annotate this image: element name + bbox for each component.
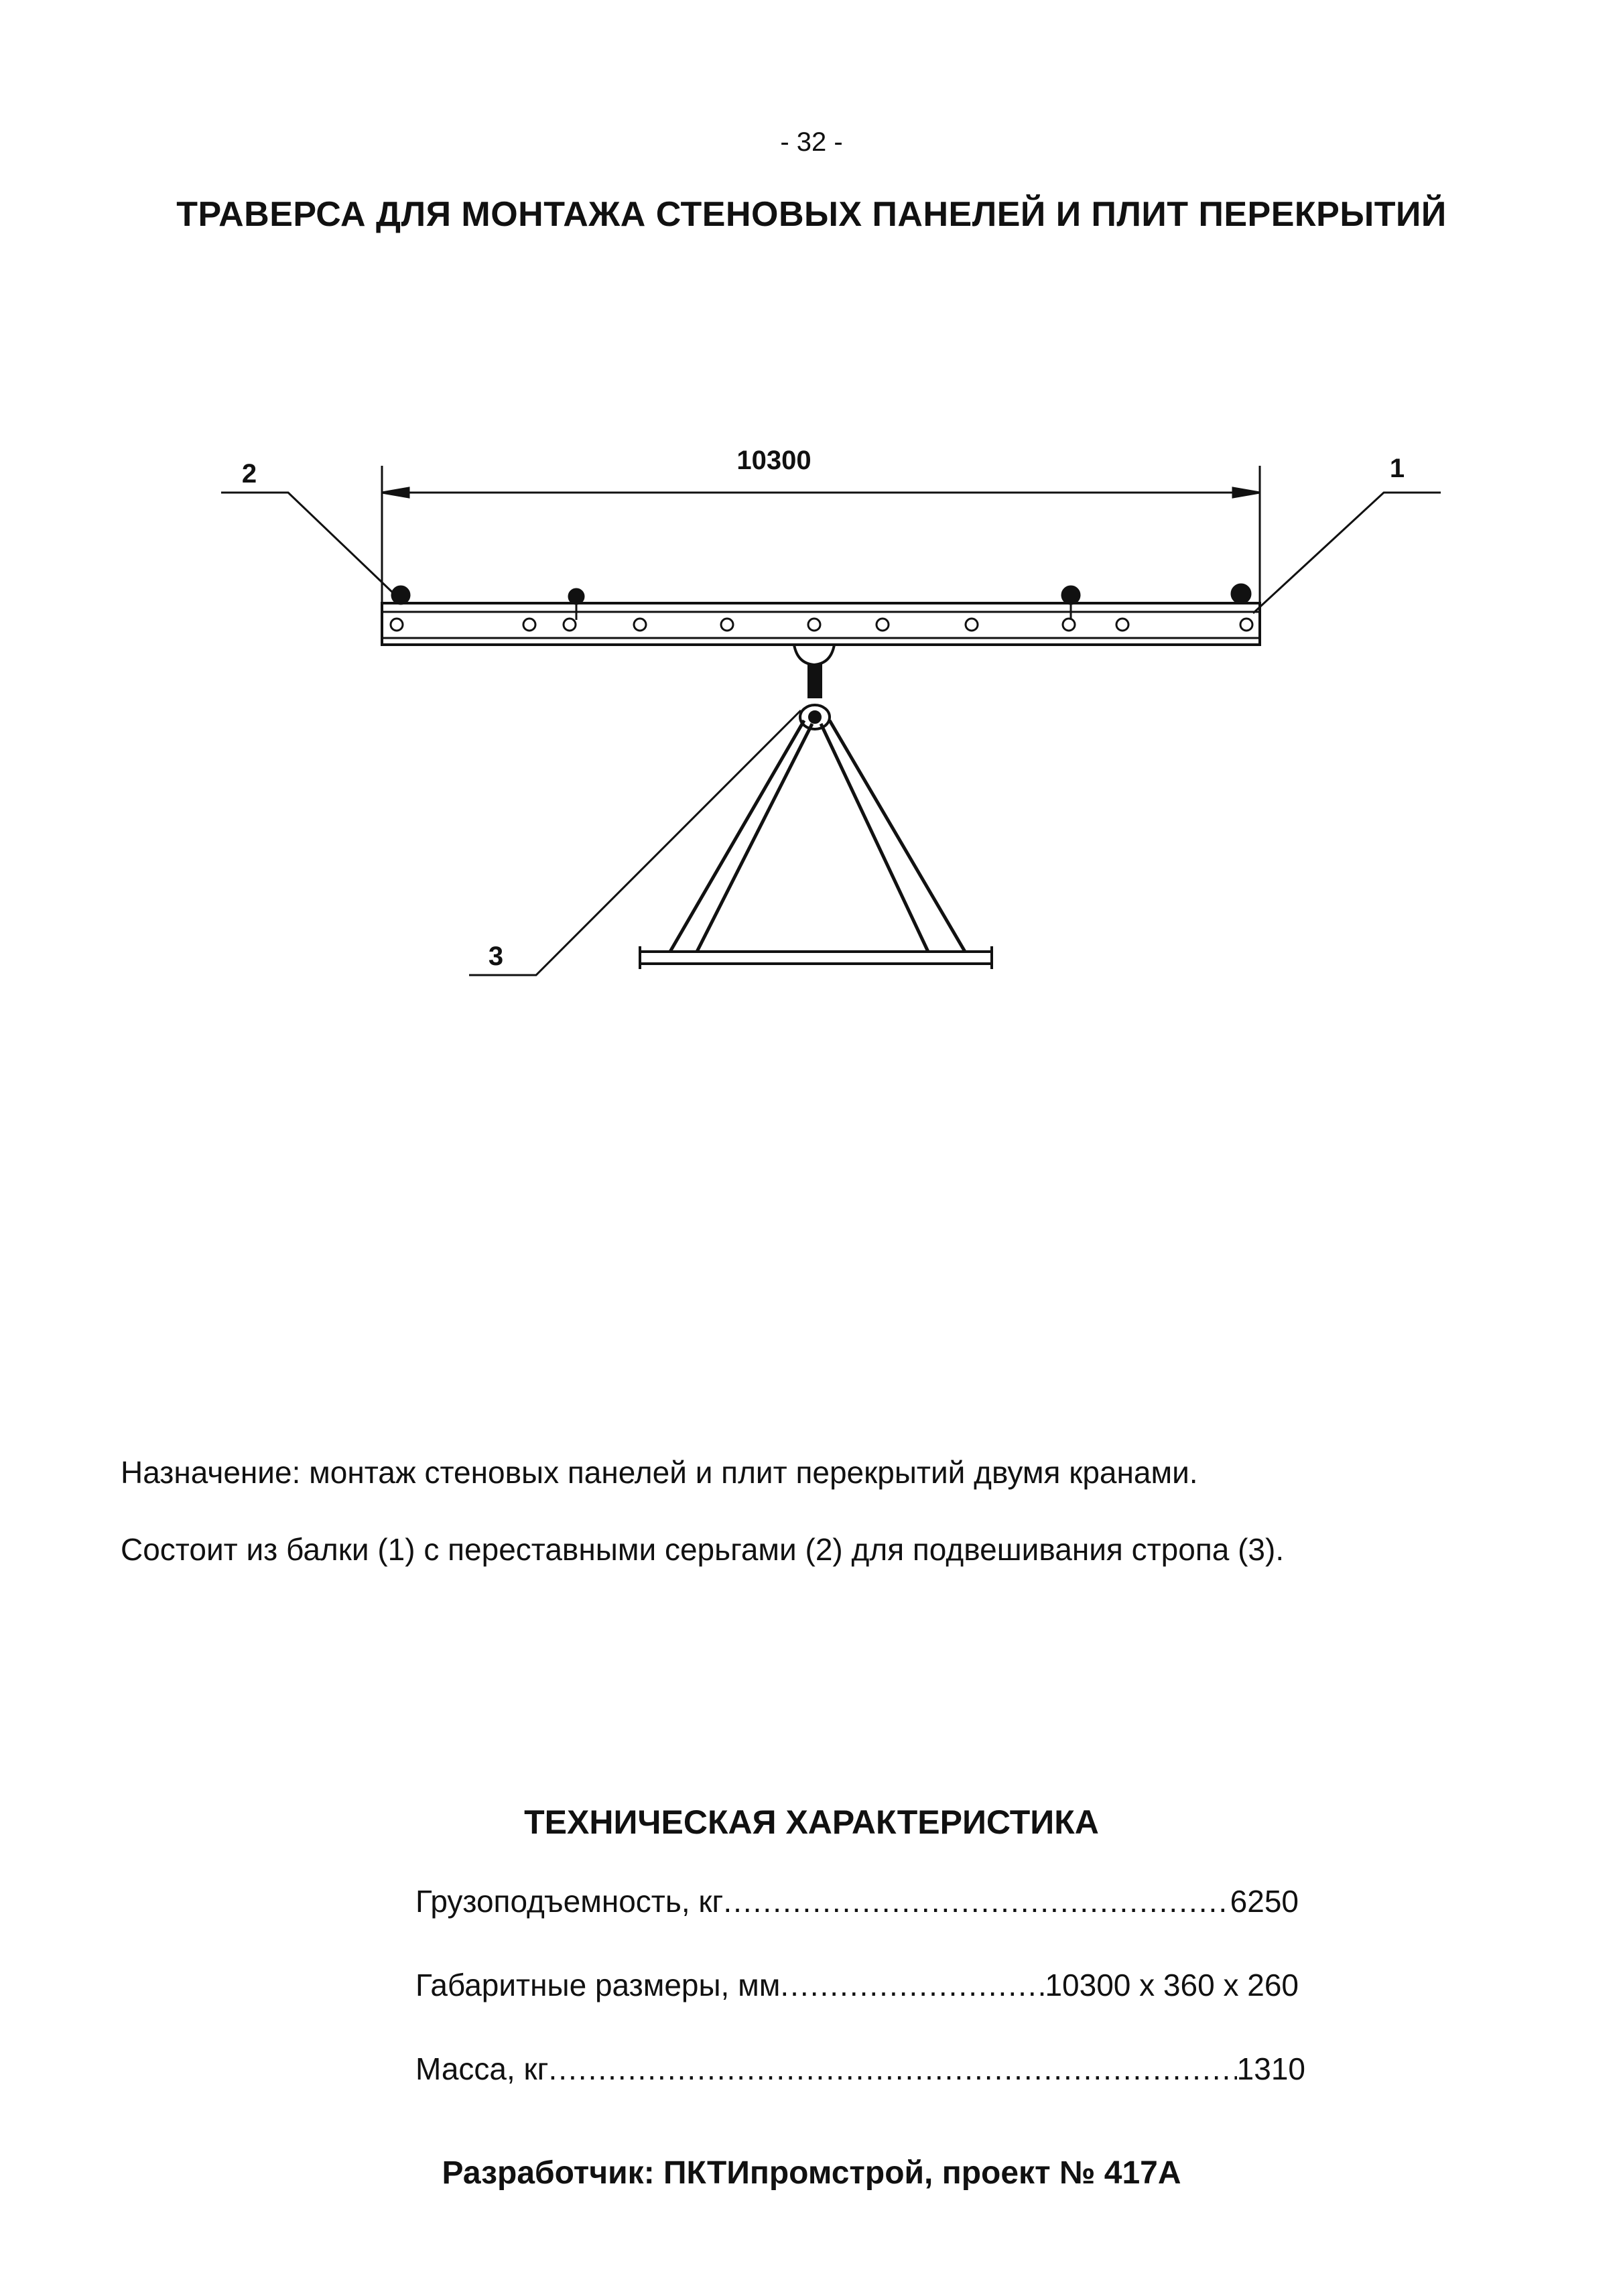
callout-leaders [221,493,1441,975]
dimension-line [382,466,1260,607]
traverse-drawing [0,0,1623,1072]
leader-dots [548,2051,1236,2087]
spec-label: Грузоподъемность, кг [415,1884,724,1919]
spec-value: 6250 [1230,1884,1299,1919]
developer-credit: Разработчик: ПКТИпромстрой, проект № 417А [442,2155,1181,2191]
specs-heading: ТЕХНИЧЕСКАЯ ХАРАКТЕРИСТИКА [524,1803,1099,1841]
callout-1: 1 [1389,454,1405,483]
hook [794,645,834,729]
composition-text: Состоит из балки (1) с переставными серьгами (2) для подвешивания стропа (3). [121,1532,1285,1567]
page-title: ТРАВЕРСА ДЛЯ МОНТАЖА СТЕНОВЫХ ПАНЕЛЕЙ И ПЛИТ ПЕРЕКРЫТИЙ [176,195,1447,234]
spec-value: 10300 х 360 х 260 [1045,1968,1299,2002]
dimension-label: 10300 [736,446,812,475]
leader-dots [780,1967,1045,2003]
spec-value: 1310 [1236,2051,1305,2086]
spec-label: Масса, кг [415,2051,549,2086]
spec-row-dimensions [415,1967,1299,2003]
callout-2: 2 [241,459,257,489]
callout-3: 3 [488,942,504,971]
spec-label: Габаритные размеры, мм [415,1968,781,2002]
base-plate [640,946,992,969]
page-number: - 32 - [780,127,843,157]
leader-dots [723,1883,1230,1919]
spec-row-capacity [415,1883,1299,1919]
spec-row-mass [415,2051,1305,2087]
sling [670,720,965,952]
purpose-text: Назначение: монтаж стеновых панелей и плит перекрытий двумя кранами. [121,1455,1198,1490]
